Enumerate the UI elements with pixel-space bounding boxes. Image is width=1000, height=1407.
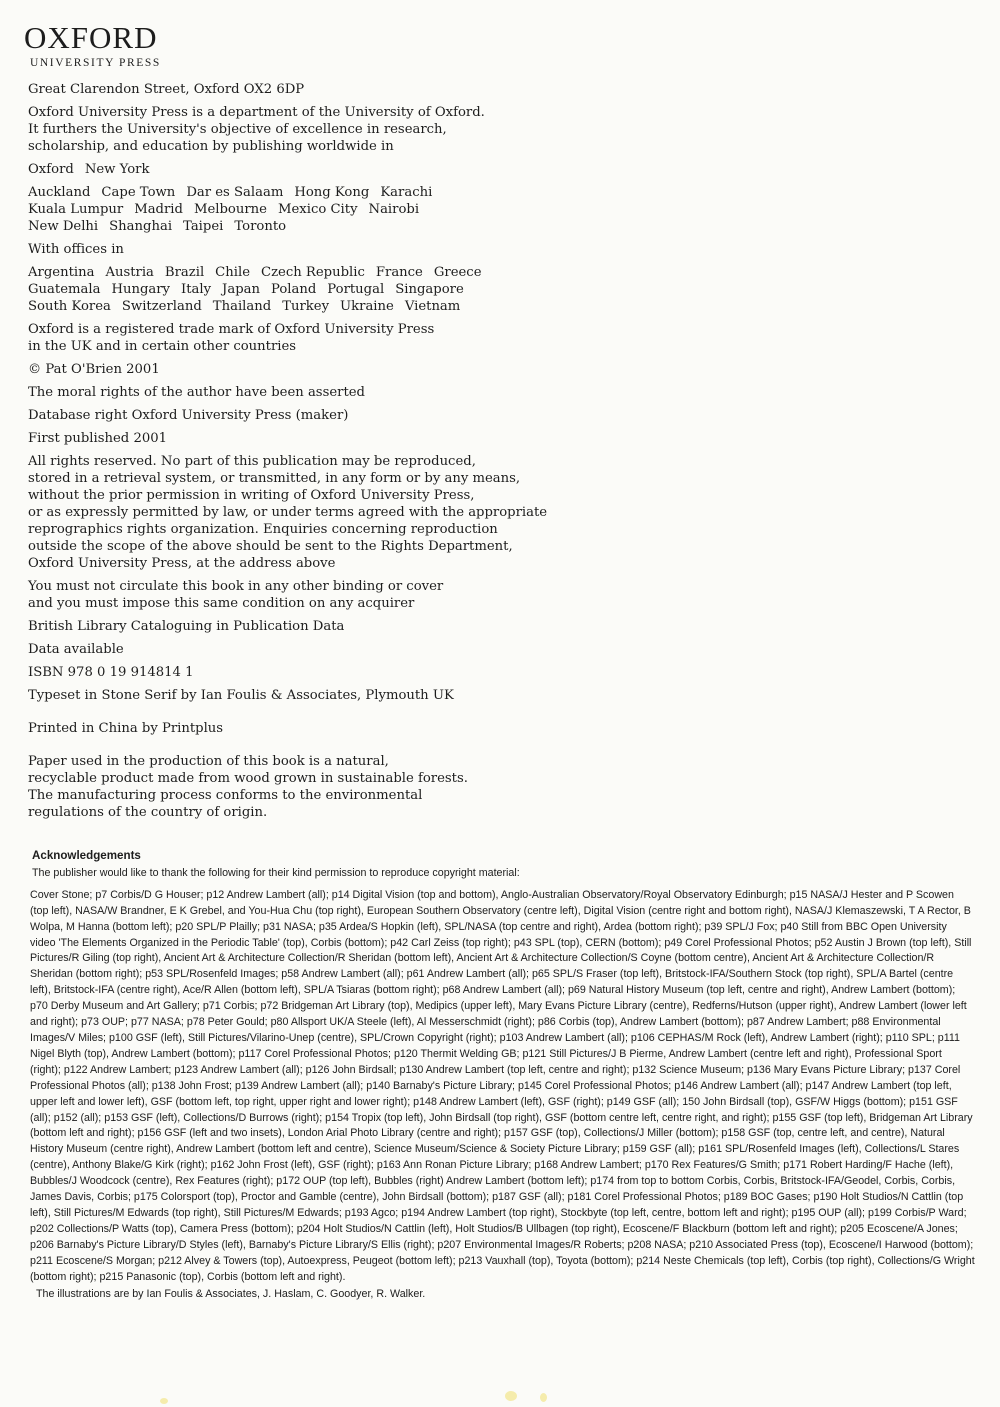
trademark-line: in the UK and in certain other countries (28, 339, 297, 354)
paper-line: regulations of the country of origin. (28, 805, 268, 820)
country: Portugal (327, 282, 385, 297)
country: Chile (215, 265, 250, 280)
countries-row (28, 298, 588, 315)
city: Melbourne (193, 202, 267, 217)
illustrations-credit: The illustrations are by Ian Foulis & Associates, J. Haslam, C. Goodyer, R. Walker. (36, 1288, 426, 1301)
cities-row (28, 201, 588, 218)
rights-line: without the prior permission in writing of Oxford University Press, (28, 488, 475, 503)
city: Mexico City (277, 202, 358, 217)
city: Nairobi (368, 202, 420, 217)
cataloguing-line: British Library Cataloguing in Publication Data (28, 619, 345, 634)
circulate-line: and you must impose this same condition on any acquirer (28, 596, 415, 611)
typeset-line: Typeset in Stone Serif by Ian Foulis & Associates, Plymouth UK (28, 688, 454, 703)
department-line: scholarship, and education by publishing worldwide in (28, 139, 394, 154)
rights-line: Oxford University Press, at the address above (28, 556, 336, 571)
country: Brazil (164, 265, 205, 280)
copyright-line: © Pat O'Brien 2001 (28, 362, 160, 377)
city: Madrid (134, 202, 183, 217)
trademark-line: Oxford is a registered trade mark of Oxford University Press (28, 322, 435, 337)
country: Thailand (212, 299, 272, 314)
paper-stain (505, 1391, 517, 1401)
data-available-line: Data available (28, 642, 124, 657)
primary-cities (28, 161, 588, 178)
country: Italy (181, 282, 212, 297)
acknowledgements-section (30, 848, 975, 1303)
acknowledgements-thanks: The publisher would like to thank the following for their kind permission to reproduce copyright material: (32, 866, 520, 879)
logo-wordmark: OXFORD (24, 20, 158, 55)
country: Czech Republic (261, 265, 365, 280)
countries-row (28, 281, 588, 298)
cities-row (28, 184, 588, 201)
paper-line: The manufacturing process conforms to the environmental (28, 788, 423, 803)
rights-line: or as expressly permitted by law, or under terms agreed with the appropriate (28, 505, 548, 520)
city: Auckland (28, 185, 91, 200)
paper-stain (540, 1393, 547, 1402)
acknowledgements-credits: Cover Stone; p7 Corbis/D G Houser; p12 Andrew Lambert (all); p14 Digital Vision (top and bottom), Anglo-Australian Observatory/Royal Observatory Edinburgh; p15 NASA/J Hester and P Scowen (top left), NASA/W Brandner, E K Grebel, and You-Hua Chu (top right), European Southern Observatory (centre left), Digital Vision (centre right and bottom right), NASA/J Klemaszewski, T A Rector, B Wolpa, M Hanna (bottom left); p20 SPL/P Plailly; p31 NASA; p35 Ardea/S Hopkin (left), SPL/NASA (top centre and right), Ardea (bottom right); p39 SPL/J Fox; p40 Still from BBC Open University video 'The Elements Organized in the Periodic Table' (top), Corbis (bottom); p42 Carl Zeiss (top right); p43 SPL (top), CERN (bottom); p49 Corel Professional Photos; p52 Austin J Brown (top left), Still Pictures/R Giling (top right), Ancient Art & Architecture Collection/R Sheridan (bottom left), Ancient Art & Architecture Collection/S Coyne (bottom centre), Ancient Art & Architecture Collection/R Sheridan (bottom right); p53 SPL/Rosenfeld Images; p58 Andrew Lambert (all); p61 Andrew Lambert (all); p65 SPL/S Fraser (top left), Britstock-IFA/Southern Stock (top right), SPL/A Bartel (centre left), Britstock-IFA (centre right), Ace/R Allen (bottom left), SPL/A Tsiaras (bottom right); p68 Andrew Lambert (all); p69 Natural History Museum (top left, centre and right), Andrew Lambert (bottom); p70 Derby Museum and Art Gallery; p71 Corbis; p72 Bridgeman Art Library (top), Medipics (upper left), Mary Evans Picture Library (centre), Redferns/Hutson (upper right), Andrew Lambert (lower left and right); p73 OUP; p77 NASA; p78 Peter Gould; p80 Allsport UK/A Steele (left), Al Messerschmidt (right); p86 Corbis (top), Andrew Lambert (bottom); p87 Andrew Lambert; p88 Environmental Images/V Miles; p100 GSF (left), Still Pictures/Vilarino-Unep (centre), SPL/Crown Copyright (right); p103 Andrew Lambert (all); p106 CEPHAS/M Rock (left), Andrew Lambert (right); p110 SPL; p111 Nigel Blyth (top), Andrew Lambert (bottom); p117 Corel Professional Photos; p120 Thermit Welding GB; p121 Still Pictures/J B Pierme, Andrew Lambert (centre left and right), Professional Sport (right); p122 Andrew Lambert; p123 Andrew Lambert (all); p126 John Birdsall; p130 Andrew Lambert (top left, centre and right); p132 Science Museum; p136 Mary Evans Picture Library; p137 Corel Professional Photos (all); p138 John Frost; p139 Andrew Lambert (all); p140 Barnaby's Picture Library; p145 Corel Professional Photos; p146 Andrew Lambert (all); p147 Andrew Lambert (top left, upper left and lower left), GSF (bottom left, top right, upper right and lower right); p148 Andrew Lambert (left), GSF (right); p149 GSF (all); 150 John Birdsall (top), GSF/W Higgs (bottom); p151 GSF (all); p152 (all); p153 GSF (left), Collections/D Burrows (right); p154 Tropix (top left), John Birdsall (top right), GSF (bottom centre left, centre right, and right); p155 GSF (top left), Bridgeman Art Library (bottom left and right); p156 GSF (left and two insets), London Arial Photo Library (centre and right); p157 GSF (top), Collections/J Miller (bottom); p158 GSF (top, centre left, and centre), Natural History Museum (centre right), Andrew Lambert (bottom left and centre), Science Museum/Science & Society Picture Library; p159 GSF (all); p161 SPL/Rosenfeld Images (left), Collections/L Stares (centre), Anthony Blake/G Kirk (right); p162 John Frost (left), GSF (right); p163 Ann Ronan Picture Library; p168 Andrew Lambert; p170 Rex Features/G Smith; p171 Robert Harding/F Hache (left), Bubbles/J Woodcock (centre), Rex Features (right); p172 OUP (top left), Bubbles (right) Andrew Lambert (bottom left); p174 from top to bottom Corbis, Corbis, Britstock-IFA/Geodel, Corbis, Corbis, James Davis, Corbis; p175 Colorsport (top), Proctor and Gamble (centre), John Birdsall (bottom); p187 GSF (all); p181 Corel Professional Photos; p189 BOC Gases; p190 Holt Studios/N Cattlin (top left), Still Pictures/M Edwards (top right), Still Pictures/M Edwards; p193 Agco; p194 Andrew Lambert (top right), Stockbyte (top left, centre, bottom left and right); p195 OUP (all); p199 Corbis/P Ward; p202 Collections/P Watts (top), Camera Press (bottom); p204 Holt Studios/N Cattlin (left), Holt Studios/B Ullbagen (top right), Ecoscene/F Blackburn (bottom left and right); p205 Ecoscene/A Jones; p206 Barnaby's Picture Library/D Styles (left), Barnaby's Picture Library/S Ellis (right); p207 Environmental Images/R Roberts; p208 NASA; p210 Associated Press (top), Ecoscene/I Harwood (bottom); p211 Ecoscene/S Morgan; p212 Alvey & Towers (top), Autoexpress, Peugeot (bottom left); p213 Vauxhall (top), Toyota (bottom); p214 Neste Chemicals (top left), Corbis (top right), Collections/G Wright (bottom right); p215 Panasonic (top), Corbis (bottom left and right). (30, 888, 975, 1283)
rights-line: stored in a retrieval system, or transmitted, in any form or by any means, (28, 471, 521, 486)
country: Poland (271, 282, 317, 297)
oup-logo (24, 22, 161, 69)
country: Singapore (395, 282, 464, 297)
moral-rights-line: The moral rights of the author have been asserted (28, 385, 365, 400)
offices-label: With offices in (28, 242, 124, 257)
country: Greece (433, 265, 482, 280)
printed-line: Printed in China by Printplus (28, 721, 224, 736)
city: Kuala Lumpur (28, 202, 124, 217)
isbn-line: ISBN 978 0 19 914814 1 (28, 665, 194, 680)
countries-row (28, 264, 588, 281)
city: New York (84, 162, 150, 177)
country: Ukraine (340, 299, 394, 314)
city: Dar es Salaam (186, 185, 284, 200)
department-line: It furthers the University's objective of excellence in research, (28, 122, 447, 137)
paper-line: Paper used in the production of this book is a natural, (28, 754, 389, 769)
city: Cape Town (101, 185, 176, 200)
city: New Delhi (28, 219, 99, 234)
first-published-line: First published 2001 (28, 431, 168, 446)
rights-line: outside the scope of the above should be sent to the Rights Department, (28, 539, 513, 554)
city: Toronto (234, 219, 287, 234)
country: Vietnam (404, 299, 461, 314)
department-line: Oxford University Press is a department of the University of Oxford. (28, 105, 485, 120)
paper-stain (160, 1398, 168, 1404)
country: Hungary (111, 282, 170, 297)
city: Hong Kong (294, 185, 370, 200)
rights-line: All rights reserved. No part of this publication may be reproduced, (28, 454, 476, 469)
city: Taipei (183, 219, 224, 234)
city: Karachi (380, 185, 433, 200)
rights-line: reprographics rights organization. Enquiries concerning reproduction (28, 522, 498, 537)
paper-line: recyclable product made from wood grown in sustainable forests. (28, 771, 468, 786)
country: Turkey (282, 299, 330, 314)
country: Austria (105, 265, 154, 280)
country: Guatemala (28, 282, 101, 297)
city: Shanghai (109, 219, 173, 234)
imprint-block (28, 81, 588, 821)
country: South Korea (28, 299, 111, 314)
country: Switzerland (121, 299, 202, 314)
cities-row (28, 218, 588, 235)
publisher-address: Great Clarendon Street, Oxford OX2 6DP (28, 82, 305, 97)
country: Japan (222, 282, 260, 297)
country: Argentina (28, 265, 95, 280)
database-right-line: Database right Oxford University Press (maker) (28, 408, 349, 423)
country: France (375, 265, 423, 280)
city: Oxford (28, 162, 74, 177)
acknowledgements-heading: Acknowledgements (32, 849, 141, 862)
circulate-line: You must not circulate this book in any other binding or cover (28, 579, 444, 594)
logo-subtitle: UNIVERSITY PRESS (30, 57, 161, 69)
